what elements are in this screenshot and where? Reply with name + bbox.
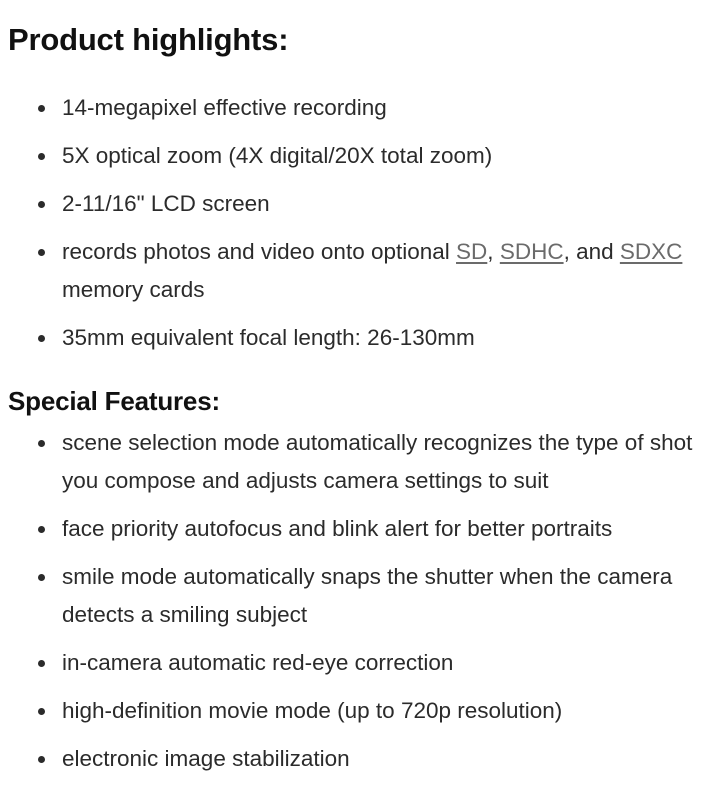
list-item-text: 14-megapixel effective recording	[62, 95, 387, 120]
list-item	[38, 740, 698, 778]
memory-card-text-before: records photos and video onto optional	[62, 239, 457, 264]
list-item-text: in-camera automatic red-eye correction	[62, 650, 454, 675]
list-item-text	[62, 239, 682, 302]
bullet-icon	[38, 201, 45, 208]
sd-link[interactable]: SD	[456, 239, 488, 264]
list-item-text: smile mode automatically snaps the shutter when the camera detects a smiling subject	[62, 564, 673, 627]
separator-text: ,	[487, 239, 500, 264]
bullet-icon	[38, 153, 45, 160]
list-item	[38, 137, 698, 175]
list-item	[38, 89, 698, 127]
list-item	[38, 319, 698, 357]
memory-card-text-after: memory cards	[62, 277, 205, 302]
list-item-text: scene selection mode automatically recognizes the type of shot you compose and adjusts camera settings to suit	[62, 430, 693, 493]
list-item-text: 35mm equivalent focal length: 26-130mm	[62, 325, 475, 350]
bullet-icon	[38, 335, 45, 342]
list-item-text: 5X optical zoom (4X digital/20X total zoom)	[62, 143, 493, 168]
list-item	[38, 424, 698, 500]
product-highlights-heading: Product highlights:	[8, 22, 289, 57]
list-item-text: electronic image stabilization	[62, 746, 350, 771]
bullet-icon	[38, 440, 45, 447]
bullet-icon	[38, 526, 45, 533]
separator-text: , and	[563, 239, 620, 264]
bullet-icon	[38, 660, 45, 667]
list-item	[38, 558, 698, 634]
list-item	[38, 644, 698, 682]
list-item	[38, 233, 698, 309]
bullet-icon	[38, 574, 45, 581]
bullet-icon	[38, 708, 45, 715]
list-item-text: 2-11/16" LCD screen	[62, 191, 270, 216]
special-features-heading: Special Features:	[8, 386, 220, 416]
list-item-text: face priority autofocus and blink alert for better portraits	[62, 516, 613, 541]
list-item	[38, 510, 698, 548]
product-highlights-list	[38, 89, 698, 367]
sdhc-link[interactable]: SDHC	[499, 239, 564, 264]
list-item	[38, 185, 698, 223]
list-item-text: high-definition movie mode (up to 720p resolution)	[62, 698, 563, 723]
sdxc-link[interactable]: SDXC	[619, 239, 683, 264]
bullet-icon	[38, 249, 45, 256]
bullet-icon	[38, 756, 45, 763]
special-features-list	[38, 424, 698, 788]
list-item	[38, 692, 698, 730]
bullet-icon	[38, 105, 45, 112]
